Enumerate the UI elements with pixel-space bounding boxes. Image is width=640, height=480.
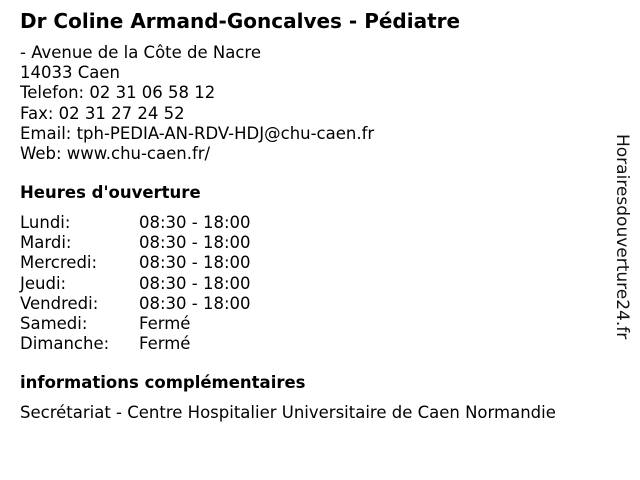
time-value: 08:30 - 18:00 bbox=[139, 273, 251, 293]
info-heading: informations complémentaires bbox=[20, 373, 306, 392]
hours-heading: Heures d'ouverture bbox=[20, 183, 201, 202]
day-label: Mercredi: bbox=[20, 253, 98, 273]
time-value: 08:30 - 18:00 bbox=[139, 253, 251, 273]
hours-row-tuesday bbox=[20, 233, 300, 253]
hours-row-monday bbox=[20, 213, 300, 233]
day-label: Jeudi: bbox=[20, 273, 67, 293]
day-label: Lundi: bbox=[20, 213, 71, 232]
time-value: 08:30 - 18:00 bbox=[139, 293, 251, 313]
contact-block bbox=[20, 43, 374, 164]
hours-row-wednesday bbox=[20, 253, 300, 273]
time-value: Fermé bbox=[139, 334, 191, 354]
hours-table bbox=[20, 213, 300, 354]
day-label: Samedi: bbox=[20, 313, 88, 333]
city-line: 14033 Caen bbox=[20, 63, 120, 83]
phone-line: Telefon: 02 31 06 58 12 bbox=[20, 83, 216, 103]
time-value: 08:30 - 18:00 bbox=[139, 233, 251, 253]
day-label: Mardi: bbox=[20, 233, 72, 253]
site-watermark: Horairesdouverture24.fr bbox=[612, 134, 632, 340]
info-text: Secrétariat - Centre Hospitalier Universitaire de Caen Normandie bbox=[20, 403, 556, 422]
day-label: Vendredi: bbox=[20, 293, 99, 313]
time-value: Fermé bbox=[139, 313, 191, 333]
hours-row-friday bbox=[20, 294, 300, 314]
time-value: 08:30 - 18:00 bbox=[139, 213, 251, 232]
hours-row-thursday bbox=[20, 274, 300, 294]
fax-line: Fax: 02 31 27 24 52 bbox=[20, 103, 185, 123]
web-line: Web: www.chu-caen.fr/ bbox=[20, 144, 211, 164]
email-line: Email: tph-PEDIA-AN-RDV-HDJ@chu-caen.fr bbox=[20, 123, 375, 143]
hours-row-saturday bbox=[20, 314, 300, 334]
hours-row-sunday bbox=[20, 334, 300, 354]
day-label: Dimanche: bbox=[20, 334, 110, 354]
address-line: - Avenue de la Côte de Nacre bbox=[20, 43, 262, 62]
page-title: Dr Coline Armand-Goncalves - Pédiatre bbox=[20, 9, 461, 33]
